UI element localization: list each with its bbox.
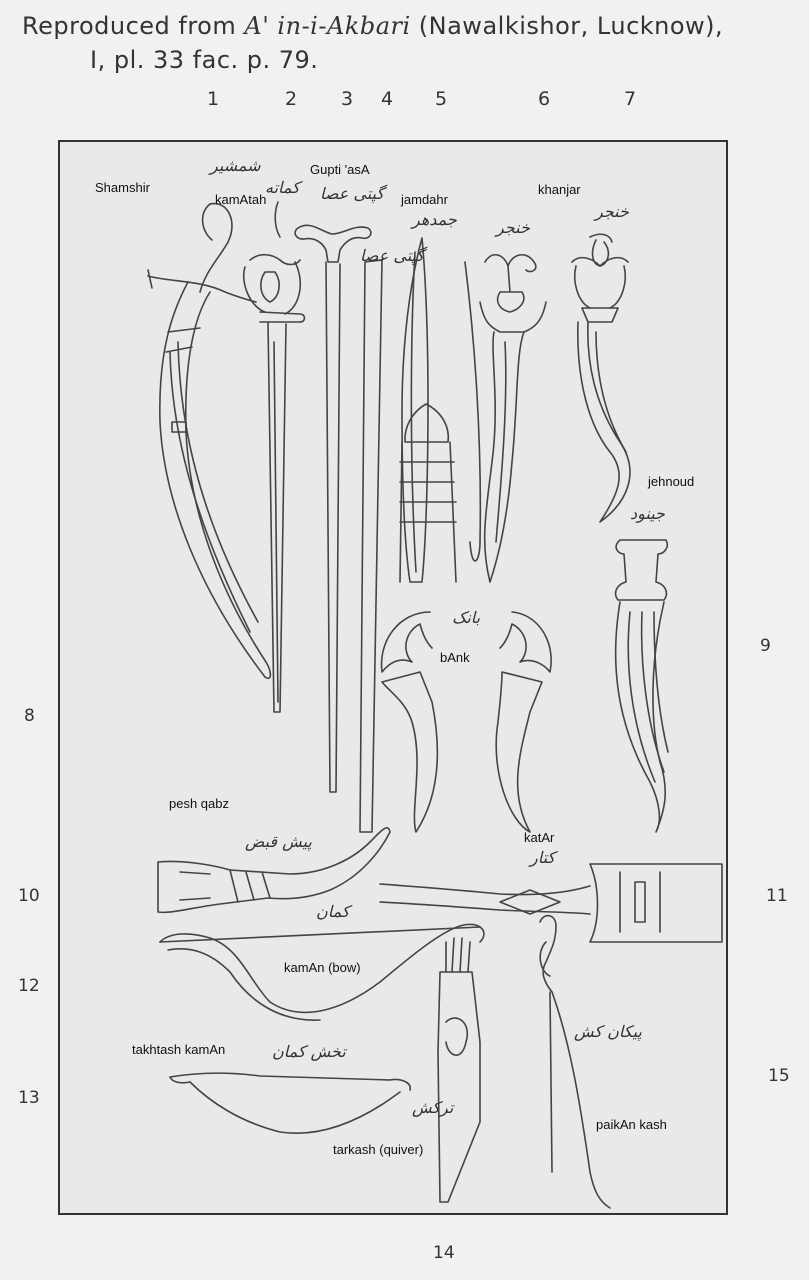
- label-pesh-qabz: pesh qabz: [169, 796, 229, 811]
- side-number-9: 9: [760, 636, 771, 656]
- persian-kaman: کمان: [316, 902, 350, 921]
- caption-suffix: (Nawalkishor, Lucknow),: [410, 12, 724, 40]
- side-number-15: 15: [768, 1066, 790, 1086]
- khanjar-2-drawing: [572, 234, 630, 522]
- column-number-7: 7: [624, 88, 637, 110]
- persian-shamshir: شمشیر: [210, 156, 261, 175]
- caption-line-1: [22, 12, 723, 40]
- katar-drawing: [380, 864, 722, 942]
- persian-tarkash: ترکش: [412, 1098, 454, 1117]
- paikan-kash-drawing: [540, 916, 610, 1208]
- persian-kamatah: کماته: [265, 178, 300, 197]
- label-shamshir: Shamshir: [95, 180, 150, 195]
- persian-takhtash: تخش کمان: [272, 1042, 346, 1061]
- label-kamatah: kamAtah: [215, 192, 267, 207]
- caption-prefix: Reproduced from: [22, 12, 245, 40]
- shamshir-drawing: [148, 204, 270, 679]
- label-paikan-kash: paikAn kash: [596, 1117, 667, 1132]
- persian-khanjar-1: خنجر: [496, 218, 530, 237]
- persian-jamdahr: جمدهر: [412, 210, 457, 229]
- label-kaman-bow: kamAn (bow): [284, 960, 361, 975]
- label-khanjar: khanjar: [538, 182, 581, 197]
- persian-gupti: گپتی عصا: [360, 246, 424, 265]
- tarkash-drawing: [438, 938, 480, 1202]
- column-number-1: 1: [207, 88, 220, 110]
- persian-paikan: پیکان کش: [574, 1022, 642, 1041]
- label-jehnoud: jehnoud: [648, 474, 695, 489]
- side-number-12: 12: [18, 976, 40, 996]
- label-bank: bAnk: [440, 650, 470, 665]
- jehnoud-drawing: [616, 540, 668, 832]
- persian-gupti-asa: گپتی عصا: [320, 184, 384, 203]
- page-number: 14: [433, 1243, 455, 1263]
- khanjar-1-drawing: [480, 255, 546, 582]
- caption-title: A' in-i-Akbari: [244, 12, 411, 40]
- gupti-stick-drawing: [360, 260, 382, 832]
- label-gupti-asa: Gupti 'asA: [310, 162, 370, 177]
- column-number-5: 5: [435, 88, 448, 110]
- persian-bank: بانک: [452, 608, 481, 627]
- column-number-3: 3: [341, 88, 354, 110]
- side-number-10: 10: [18, 886, 40, 906]
- column-number-4: 4: [381, 88, 394, 110]
- side-number-8: 8: [24, 706, 35, 726]
- side-number-13: 13: [18, 1088, 40, 1108]
- takhtash-kaman-drawing: [170, 1073, 410, 1133]
- label-tarkash: tarkash (quiver): [333, 1142, 424, 1157]
- persian-katar: کتار: [530, 848, 556, 867]
- column-number-2: 2: [285, 88, 298, 110]
- label-jamdahr: jamdahr: [401, 192, 448, 207]
- label-katar: katAr: [524, 830, 555, 845]
- bank-drawing: [382, 612, 552, 832]
- persian-jehnoud: جینود: [630, 504, 665, 523]
- jamdahr-drawing: [400, 238, 480, 582]
- weapons-plate: [58, 140, 728, 1215]
- gupti-asa-drawing: [295, 225, 371, 792]
- persian-pesh-qabz: پیش قبض: [245, 832, 312, 851]
- label-takhtash-kaman: takhtash kamAn: [132, 1042, 226, 1057]
- side-number-11: 11: [766, 886, 788, 906]
- kamatah-drawing: [244, 202, 305, 712]
- caption-line-2: I, pl. 33 fac. p. 79.: [90, 46, 319, 74]
- persian-khanjar-2: خنجر: [595, 202, 629, 221]
- column-number-6: 6: [538, 88, 551, 110]
